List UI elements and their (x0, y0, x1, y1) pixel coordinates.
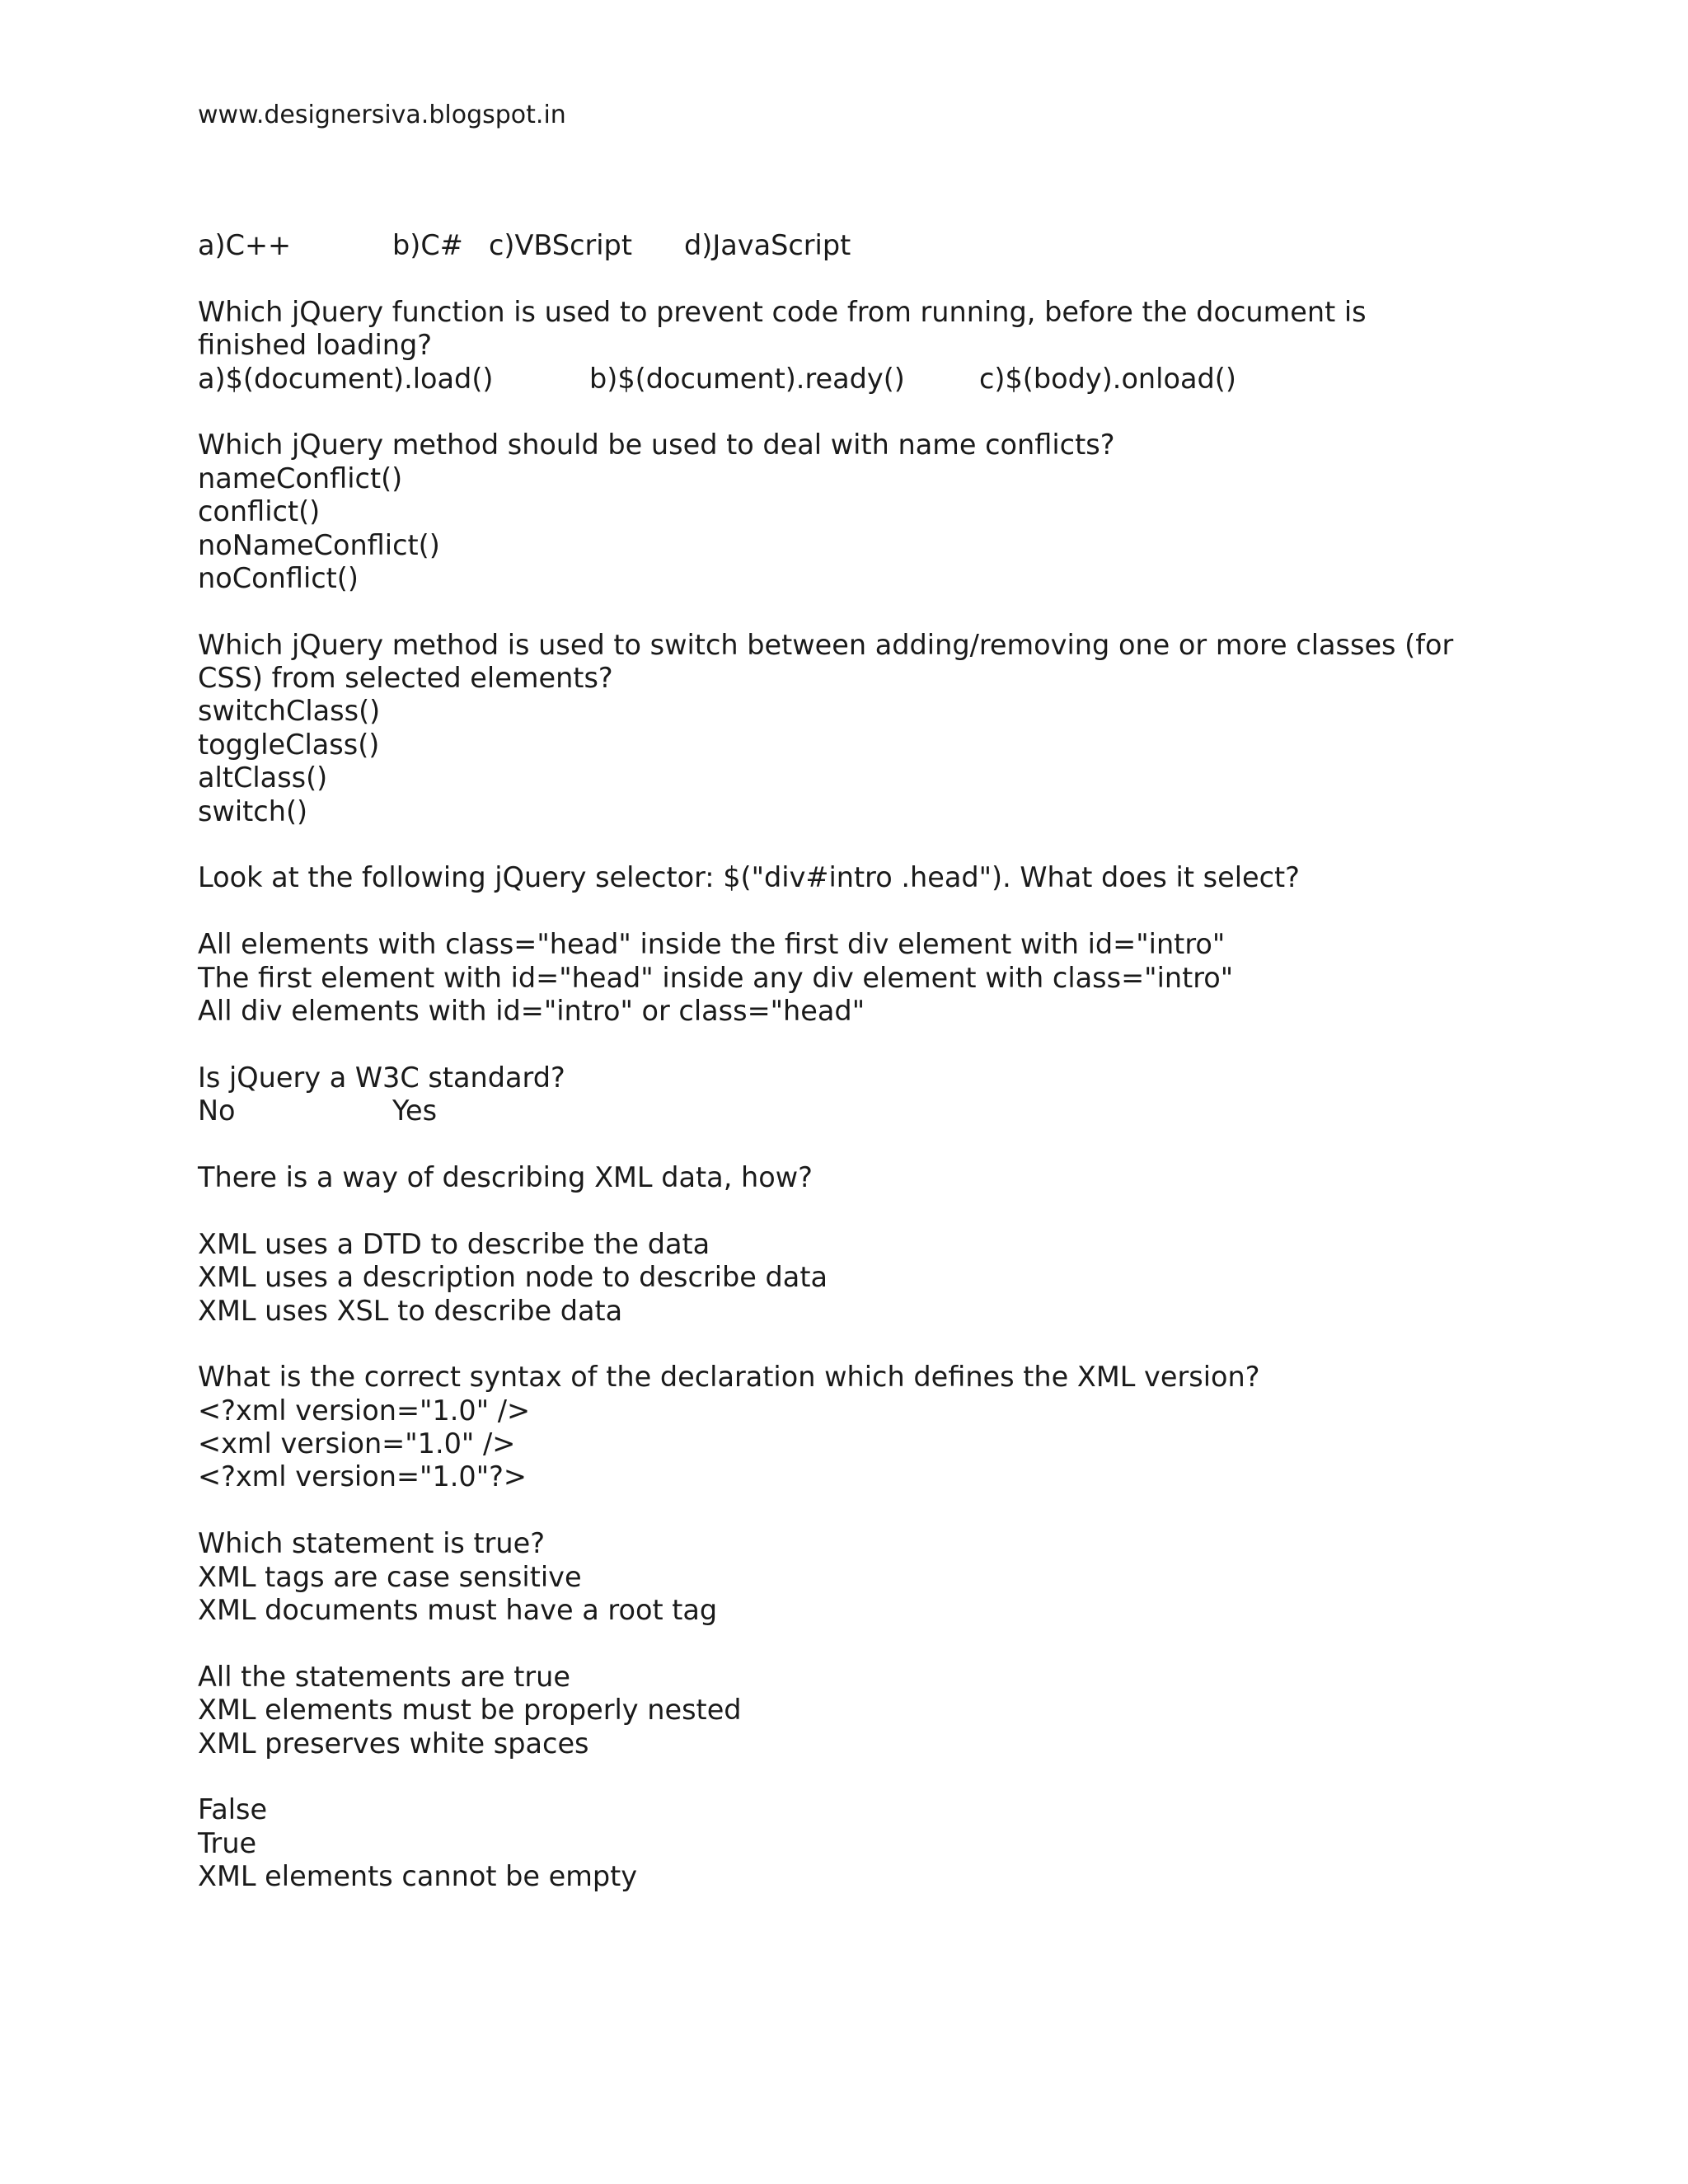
q3-option: switchClass() (198, 695, 381, 728)
q5-question: Is jQuery a W3C standard? (198, 1061, 565, 1094)
q7-option: <?xml version="1.0" /> (198, 1394, 531, 1427)
q4-option: The first element with id="head" inside any div element with class="intro" (198, 961, 1234, 994)
q8-option: XML preserves white spaces (198, 1727, 589, 1760)
q4-option: All div elements with id="intro" or class="head" (198, 994, 865, 1027)
q3-option: switch() (198, 794, 308, 827)
q1-question-line2: finished loading? (198, 329, 433, 362)
q6-option: XML uses a DTD to describe the data (198, 1227, 710, 1260)
q1-option-c: c)$(body).onload() (979, 362, 1236, 395)
q7-question: What is the correct syntax of the declaration which defines the XML version? (198, 1361, 1260, 1394)
q8-option: False (198, 1793, 268, 1826)
q0-options-row (198, 229, 1533, 262)
q8-option: XML elements must be properly nested (198, 1694, 742, 1727)
q8-option: XML elements cannot be empty (198, 1860, 638, 1893)
page-header-url: www.designersiva.blogspot.in (198, 101, 566, 129)
q2-option: noNameConflict() (198, 528, 440, 561)
q0-option-d: d)JavaScript (684, 229, 851, 261)
q1-option-a: a)$(document).load() (198, 362, 494, 395)
q8-option: True (198, 1826, 257, 1859)
q1-question-line1: Which jQuery function is used to prevent code from running, before the document is (198, 295, 1367, 328)
q1-option-b: b)$(document).ready() (589, 362, 905, 395)
q0-option-a: a)C++ (198, 229, 292, 261)
q8-option: All the statements are true (198, 1660, 570, 1693)
q4-option: All elements with class="head" inside the first div element with id="intro" (198, 928, 1226, 961)
q6-option: XML uses XSL to describe data (198, 1294, 623, 1327)
q7-option: <xml version="1.0" /> (198, 1427, 516, 1460)
q0-option-c: c)VBScript (489, 229, 632, 261)
q2-question: Which jQuery method should be used to deal with name conflicts? (198, 429, 1115, 462)
q1-options-row (198, 363, 1533, 396)
q3-question-line1: Which jQuery method is used to switch between adding/removing one or more classes (for (198, 628, 1454, 661)
q3-option: toggleClass() (198, 728, 380, 761)
q3-question-line2: CSS) from selected elements? (198, 662, 613, 695)
q6-option: XML uses a description node to describe data (198, 1261, 828, 1294)
q7-option: <?xml version="1.0"?> (198, 1460, 527, 1493)
q8-option: XML tags are case sensitive (198, 1560, 582, 1593)
q8-question: Which statement is true? (198, 1527, 546, 1560)
q5-option-no: No (198, 1094, 236, 1127)
q5-options-row (198, 1094, 1533, 1127)
q2-option: nameConflict() (198, 462, 403, 494)
q0-option-b: b)C# (392, 229, 463, 261)
q6-question: There is a way of describing XML data, how? (198, 1160, 813, 1193)
q8-option: XML documents must have a root tag (198, 1594, 718, 1627)
quiz-content (198, 229, 1533, 1894)
q2-option: conflict() (198, 495, 321, 528)
q3-option: altClass() (198, 762, 328, 794)
q4-question: Look at the following jQuery selector: $("div#intro .head"). What does it select? (198, 861, 1300, 894)
q5-option-yes: Yes (392, 1094, 438, 1127)
q2-option: noConflict() (198, 561, 359, 594)
